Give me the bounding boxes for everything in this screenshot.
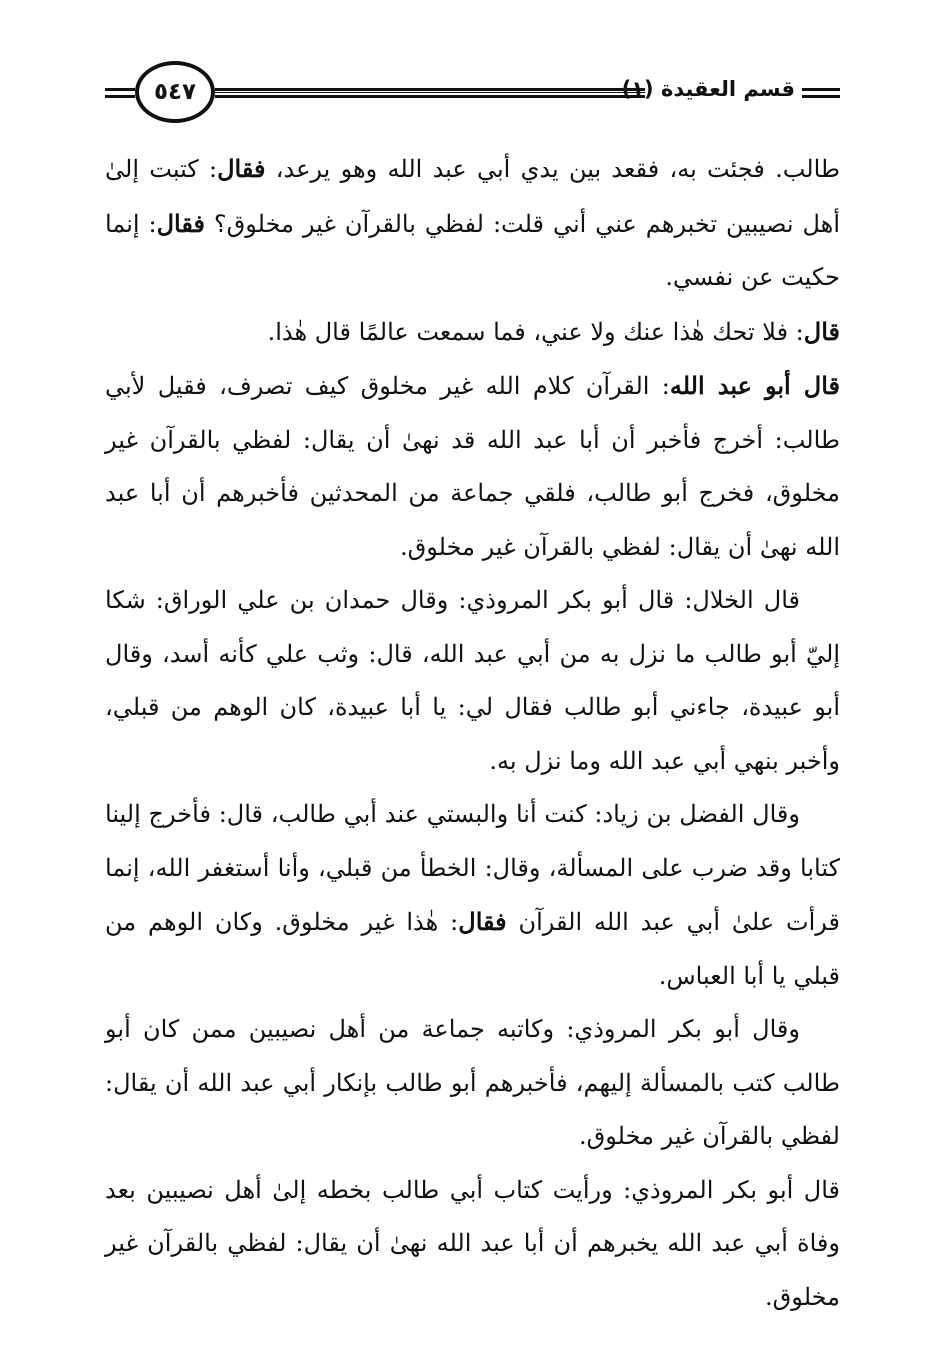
page-number: ٥٤٧ [153, 79, 197, 105]
text-segment: : هٰذا غير مخلوق. وكان الوهم من قبلي يا أبا العباس. [105, 908, 840, 990]
text-segment: وقال الفضل بن زياد: كنت أنا والبستي عند أبي طالب، قال: فأخرج إلينا كتابا وقد ضرب على المسألة، وقال: الخطأ من قبلي، وأنا أستغفر الله، إنما قرأت علىٰ أبي عبد الله القرآن [105, 800, 841, 936]
page-body [105, 142, 840, 1324]
paragraph [105, 574, 840, 788]
bold-text-segment: فقال [458, 907, 507, 936]
paragraph [105, 1003, 840, 1164]
section-title: قسم العقيدة (١) [621, 77, 795, 101]
header-rule-left [105, 88, 135, 98]
header-rule-right [802, 88, 840, 98]
paragraph [105, 788, 840, 1003]
bold-text-segment: قال أبو عبد الله [669, 371, 840, 400]
paragraph [105, 359, 840, 574]
text-segment: : إنما حكيت عن نفسي. [105, 209, 840, 291]
text-segment: : القرآن كلام الله غير مخلوق كيف تصرف، فقيل لأبي طالب: أخرج فأخبر أن أبا عبد الله قد نهىٰ أن يقال: لفظي بالقرآن غير مخلوق، فخرج أبو طالب، فلقي جماعة من المحدثين فأخبرهم أن أبا عبد الله نهىٰ أن يقال: لفظي بالقرآن غير مخلوق. [105, 372, 840, 561]
bold-text-segment: فقال [217, 154, 266, 183]
paragraph [105, 305, 840, 360]
page-header [105, 55, 840, 137]
paragraph [105, 142, 840, 305]
text-segment: قال أبو بكر المروذي: ورأيت كتاب أبي طالب بخطه إلىٰ أهل نصيبين بعد وفاة أبي عبد الله يخبرهم أن أبا عبد الله نهىٰ أن يقال: لفظي بالقرآن غير مخلوق. [105, 1175, 840, 1311]
bold-text-segment: فقال [156, 208, 205, 238]
bold-text-segment: قال [803, 316, 840, 346]
paragraph [105, 1164, 840, 1325]
text-segment: : كتبت إلىٰ أهل نصيبين تخبرهم عني أني قلت: لفظي بالقرآن غير مخلوق؟ [105, 155, 840, 238]
text-segment: طالب. فجئت به، فقعد بين يدي أبي عبد الله وهو يرعد، [265, 155, 840, 183]
text-segment: : فلا تحك هٰذا عنك ولا عني، فما سمعت عالمًا قال هٰذا. [267, 317, 804, 346]
header-rule-middle [215, 88, 645, 98]
text-segment: قال الخلال: قال أبو بكر المروذي: وقال حمدان بن علي الوراق: شكا إليّ أبو طالب ما نزل به من أبي عبد الله، قال: وثب علي كأنه أسد، وقال أبو عبيدة، جاءني أبو طالب فقال لي: يا أبا عبيدة، كان الوهم من قبلي، وأخبر بنهي أبي عبد الله وما نزل به. [105, 586, 840, 775]
text-segment: وقال أبو بكر المروذي: وكاتبه جماعة من أهل نصيبين ممن كان أبو طالب كتب بالمسألة إليهم، فأخبرهم أبو طالب بإنكار أبي عبد الله أن يقال: لفظي بالقرآن غير مخلوق. [105, 1015, 840, 1150]
page-number-badge [135, 61, 215, 123]
